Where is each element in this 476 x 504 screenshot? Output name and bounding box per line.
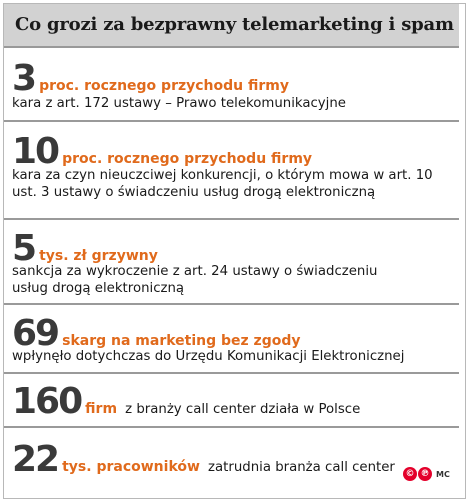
fact-item [4, 374, 459, 428]
fact-number: 5 [12, 228, 36, 269]
author-initials: MC [436, 469, 450, 479]
copyright-icon: © [403, 467, 417, 481]
fact-highlight: tys. pracowników [62, 459, 200, 475]
header-bar [4, 4, 459, 48]
infographic-title: Co grozi za bezprawny telemarketing i spam [15, 14, 454, 35]
fact-highlight: proc. rocznego przychodu firmy [39, 78, 289, 94]
fact-highlight: skarg na marketing bez zgody [62, 333, 301, 349]
fact-description: wpłynęło dotychczas do Urzędu Komunikacji Elektronicznej [12, 349, 405, 364]
fact-headline [12, 313, 301, 354]
fact-description: kara z art. 172 ustawy – Prawo telekomunikacyjne [12, 96, 346, 111]
fact-number: 22 [12, 439, 59, 480]
fact-highlight: firm [85, 401, 118, 417]
fact-number: 160 [12, 381, 82, 422]
fact-item [4, 122, 459, 220]
fact-item [4, 48, 459, 122]
fact-tail: z branży call center działa w Polsce [125, 402, 361, 417]
fact-description: sankcja za wykroczenie z art. 24 ustawy o świadczeniu usług drogą elektroniczną [12, 264, 378, 296]
fact-headline [12, 439, 395, 480]
fact-item [4, 220, 459, 305]
fact-tail: zatrudnia branża call center [208, 460, 395, 475]
phonogram-icon: ℗ [418, 467, 432, 481]
fact-highlight: proc. rocznego przychodu firmy [62, 151, 313, 167]
fact-item [4, 428, 459, 494]
fact-headline [12, 58, 289, 99]
fact-item [4, 305, 459, 374]
fact-headline [12, 131, 313, 172]
fact-number: 10 [12, 131, 59, 172]
publisher-logo [403, 466, 450, 482]
fact-headline [12, 228, 158, 269]
fact-description: kara za czyn nieuczciwej konkurencji, o którym mowa w art. 10 ust. 3 ustawy o świadczeniu usług drogą elektroniczną [12, 168, 433, 200]
fact-highlight: tys. zł grzywny [39, 248, 158, 264]
fact-number: 69 [12, 313, 59, 354]
fact-headline [12, 381, 361, 422]
fact-number: 3 [12, 58, 36, 99]
